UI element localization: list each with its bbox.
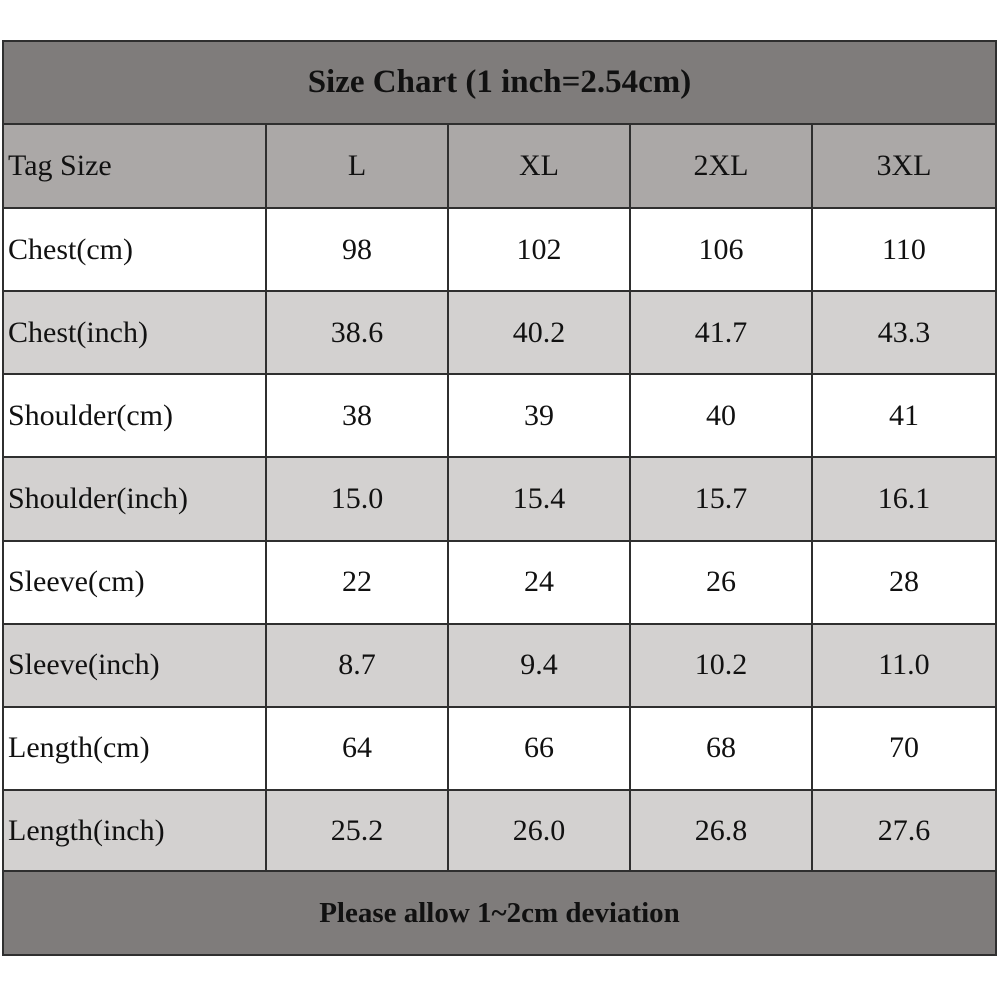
row-label: Length(cm) (4, 707, 266, 790)
table-cell: 16.1 (812, 457, 995, 540)
table-cell: 28 (812, 541, 995, 624)
row-label: Sleeve(inch) (4, 624, 266, 707)
table-cell: 38 (266, 374, 448, 457)
table-row (4, 624, 995, 707)
table-cell: 24 (448, 541, 630, 624)
table-body (4, 208, 995, 873)
table-cell: 9.4 (448, 624, 630, 707)
header-row (4, 125, 995, 208)
size-chart (2, 40, 997, 956)
table-cell: 70 (812, 707, 995, 790)
table-cell: 27.6 (812, 790, 995, 873)
table-cell: 26 (630, 541, 812, 624)
table-row (4, 291, 995, 374)
table-row (4, 790, 995, 873)
table-cell: 41 (812, 374, 995, 457)
table-cell: 8.7 (266, 624, 448, 707)
table-cell: 38.6 (266, 291, 448, 374)
table-cell: 64 (266, 707, 448, 790)
table-cell: 40 (630, 374, 812, 457)
table-cell: 15.7 (630, 457, 812, 540)
table-cell: 43.3 (812, 291, 995, 374)
size-chart-title: Size Chart (1 inch=2.54cm) (4, 42, 995, 125)
table-cell: 11.0 (812, 624, 995, 707)
row-label: Chest(cm) (4, 208, 266, 291)
table-cell: 26.8 (630, 790, 812, 873)
table-cell: 40.2 (448, 291, 630, 374)
row-label: Shoulder(cm) (4, 374, 266, 457)
table-cell: 15.0 (266, 457, 448, 540)
column-header-xl: XL (448, 125, 630, 208)
table-cell: 106 (630, 208, 812, 291)
table-cell: 25.2 (266, 790, 448, 873)
table-cell: 15.4 (448, 457, 630, 540)
table-row (4, 457, 995, 540)
column-header-2xl: 2XL (630, 125, 812, 208)
table-cell: 41.7 (630, 291, 812, 374)
row-label: Chest(inch) (4, 291, 266, 374)
table-row (4, 707, 995, 790)
table-cell: 110 (812, 208, 995, 291)
column-header-l: L (266, 125, 448, 208)
table-cell: 22 (266, 541, 448, 624)
column-header-tag-size: Tag Size (4, 125, 266, 208)
deviation-note: Please allow 1~2cm deviation (4, 870, 995, 954)
table-row (4, 208, 995, 291)
row-label: Shoulder(inch) (4, 457, 266, 540)
table-cell: 10.2 (630, 624, 812, 707)
table-cell: 26.0 (448, 790, 630, 873)
table-row (4, 541, 995, 624)
size-table (4, 125, 995, 874)
table-row (4, 374, 995, 457)
row-label: Sleeve(cm) (4, 541, 266, 624)
table-cell: 68 (630, 707, 812, 790)
table-cell: 39 (448, 374, 630, 457)
row-label: Length(inch) (4, 790, 266, 873)
table-cell: 98 (266, 208, 448, 291)
table-cell: 66 (448, 707, 630, 790)
table-cell: 102 (448, 208, 630, 291)
column-header-3xl: 3XL (812, 125, 995, 208)
